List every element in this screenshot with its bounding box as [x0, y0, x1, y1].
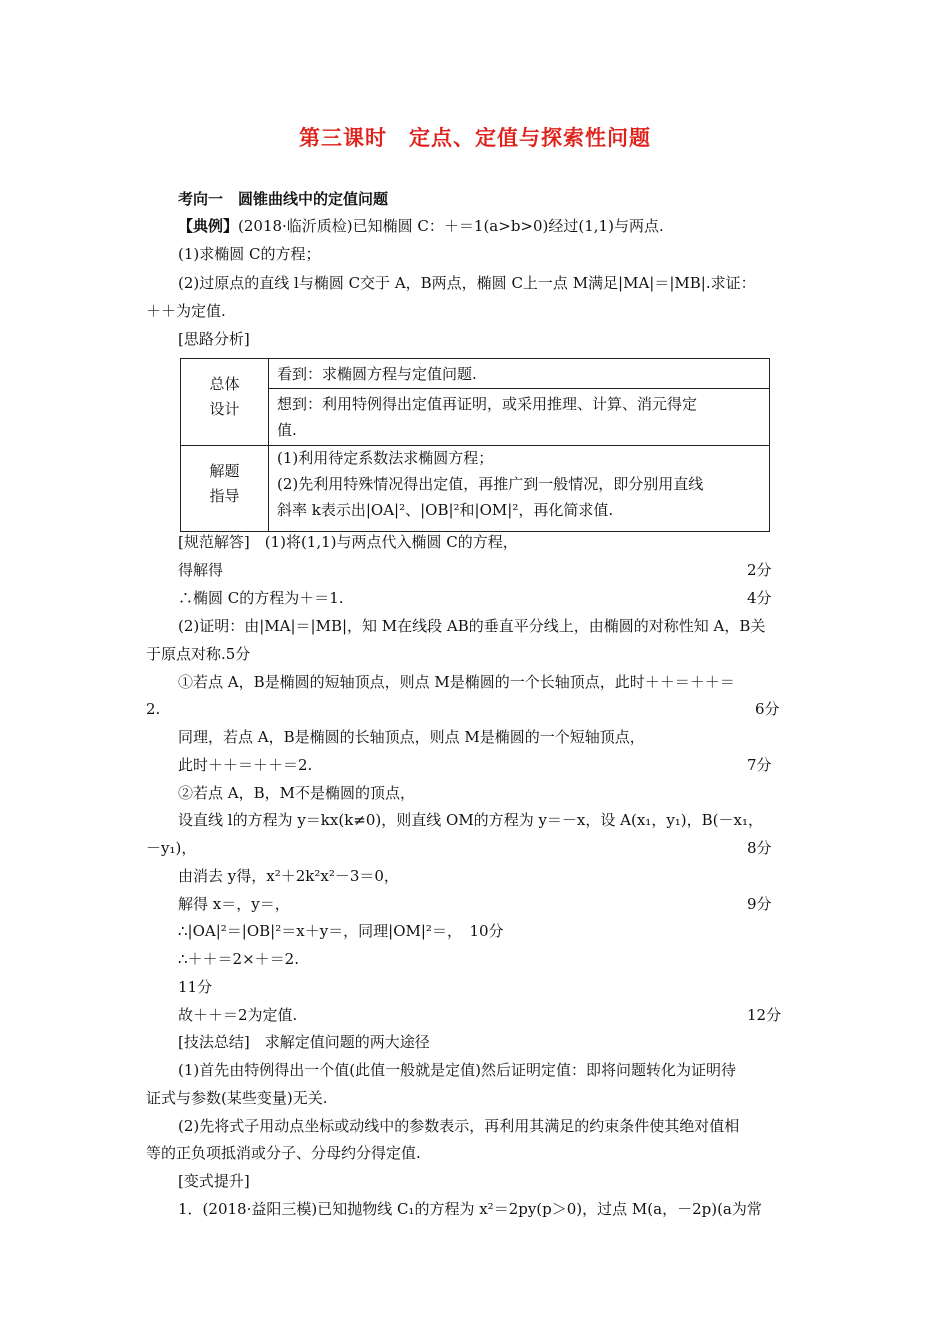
score-9: 9分 — [747, 895, 772, 913]
question-1: (1)求椭圆 C的方程； — [178, 245, 321, 263]
solution-line-6: ①若点 A，B是椭圆的短轴顶点，则点 M是椭圆的一个长轴顶点，此时＋＋＝＋＋＝ — [178, 673, 735, 691]
variant-problem-1: 1．(2018·益阳三模)已知抛物线 C₁的方程为 x²＝2py(p＞0)，过点 M(a，－2p)(a为常 — [178, 1200, 762, 1218]
table-cell-guide-line-1: (1)利用待定系数法求椭圆方程； — [277, 449, 494, 467]
table-cell-guide-line-2: (2)先利用特殊情况得出定值，再推广到一般情况，即分别用直线 — [277, 475, 704, 493]
score-6: 6分 — [755, 700, 780, 718]
example-text: (2018·临沂质检)已知椭圆 C：＋＝1(a>b>0)经过(1,1)与两点. — [238, 217, 664, 235]
table-divider-inner — [269, 388, 769, 389]
question-2-line-2: ＋＋为定值. — [146, 302, 226, 320]
table-cell-think-line-1: 想到：利用特例得出定值再证明，或采用推理、计算、消元得定 — [277, 395, 698, 413]
analysis-label: [思路分析] — [178, 330, 250, 348]
summary-heading: [技法总结] 求解定值问题的两大途径 — [178, 1033, 430, 1051]
score-12: 12分 — [747, 1006, 782, 1024]
summary-line-1: (1)首先由特例得出一个值(此值一般就是定值)然后证明定值：即将问题转化为证明待 — [178, 1061, 736, 1079]
table-header-guide — [181, 459, 268, 509]
example-tag: 【典例】 — [178, 217, 239, 235]
table-header-design — [181, 372, 268, 422]
score-7: 7分 — [747, 756, 772, 774]
table-cell-think-line-2: 值. — [277, 421, 297, 439]
score-4: 4分 — [747, 589, 772, 607]
analysis-table — [180, 358, 770, 532]
score-2: 2分 — [747, 561, 772, 579]
example-line — [178, 216, 664, 236]
solution-line-12: －y₁)， — [146, 839, 197, 857]
summary-line-3: (2)先将式子用动点坐标或动线中的参数表示，再利用其满足的约束条件使其绝对值相 — [178, 1117, 740, 1135]
solution-line-1: [规范解答] (1)将(1,1)与两点代入椭圆 C的方程， — [178, 533, 518, 551]
solution-line-3: ∴椭圆 C的方程为＋＝1. — [178, 589, 344, 607]
section-heading: 考向一 圆锥曲线中的定值问题 — [178, 190, 389, 208]
table-header-design-line-2: 设计 — [209, 400, 240, 418]
table-cell-guide-line-3: 斜率 k表示出|OA|²、|OB|²和|OM|²，再化简求值. — [277, 501, 614, 519]
solution-line-18: 故＋＋＝2为定值. — [178, 1006, 298, 1024]
solution-line-2: 得解得 — [178, 561, 224, 579]
solution-line-11: 设直线 l的方程为 y＝kx(k≠0)，则直线 OM的方程为 y＝－x，设 A(x₁，y₁)，B(－x₁， — [178, 811, 764, 829]
summary-line-4: 等的正负项抵消或分子、分母约分得定值. — [146, 1144, 421, 1162]
solution-line-4: (2)证明：由|MA|＝|MB|，知 M在线段 AB的垂直平分线上，由椭圆的对称性知 A，B关 — [178, 617, 766, 635]
solution-line-7: 2. — [146, 700, 161, 718]
table-header-guide-line-1: 解题 — [209, 462, 240, 480]
table-cell-see: 看到：求椭圆方程与定值问题. — [277, 365, 477, 383]
variant-label: [变式提升] — [178, 1172, 250, 1190]
solution-line-9: 此时＋＋＝＋＋＝2. — [178, 756, 313, 774]
solution-line-14: 解得 x＝，y＝， — [178, 895, 290, 913]
summary-line-2: 证式与参数(某些变量)无关. — [146, 1089, 328, 1107]
solution-line-17: 11分 — [178, 978, 213, 996]
score-8: 8分 — [747, 839, 772, 857]
table-header-guide-line-2: 指导 — [209, 487, 240, 505]
table-cell-think — [277, 391, 757, 443]
table-cell-guide — [277, 445, 757, 523]
solution-line-5: 于原点对称.5分 — [146, 645, 251, 663]
solution-line-10: ②若点 A，B，M不是椭圆的顶点， — [178, 784, 415, 802]
solution-line-15: ∴|OA|²＝|OB|²＝x＋y＝，同理|OM|²＝， 10分 — [178, 922, 504, 940]
solution-line-13: 由消去 y得，x²＋2k²x²－3＝0， — [178, 867, 399, 885]
solution-line-16: ∴＋＋＝2×＋＝2. — [178, 950, 299, 968]
solution-line-8: 同理，若点 A，B是椭圆的长轴顶点，则点 M是椭圆的一个短轴顶点， — [178, 728, 645, 746]
table-header-design-line-1: 总体 — [209, 375, 240, 393]
question-2-line-1: (2)过原点的直线 l与椭圆 C交于 A，B两点，椭圆 C上一点 M满足|MA|＝|MB|.求证： — [178, 274, 756, 292]
page-title: 第三课时 定点、定值与探索性问题 — [299, 126, 651, 150]
